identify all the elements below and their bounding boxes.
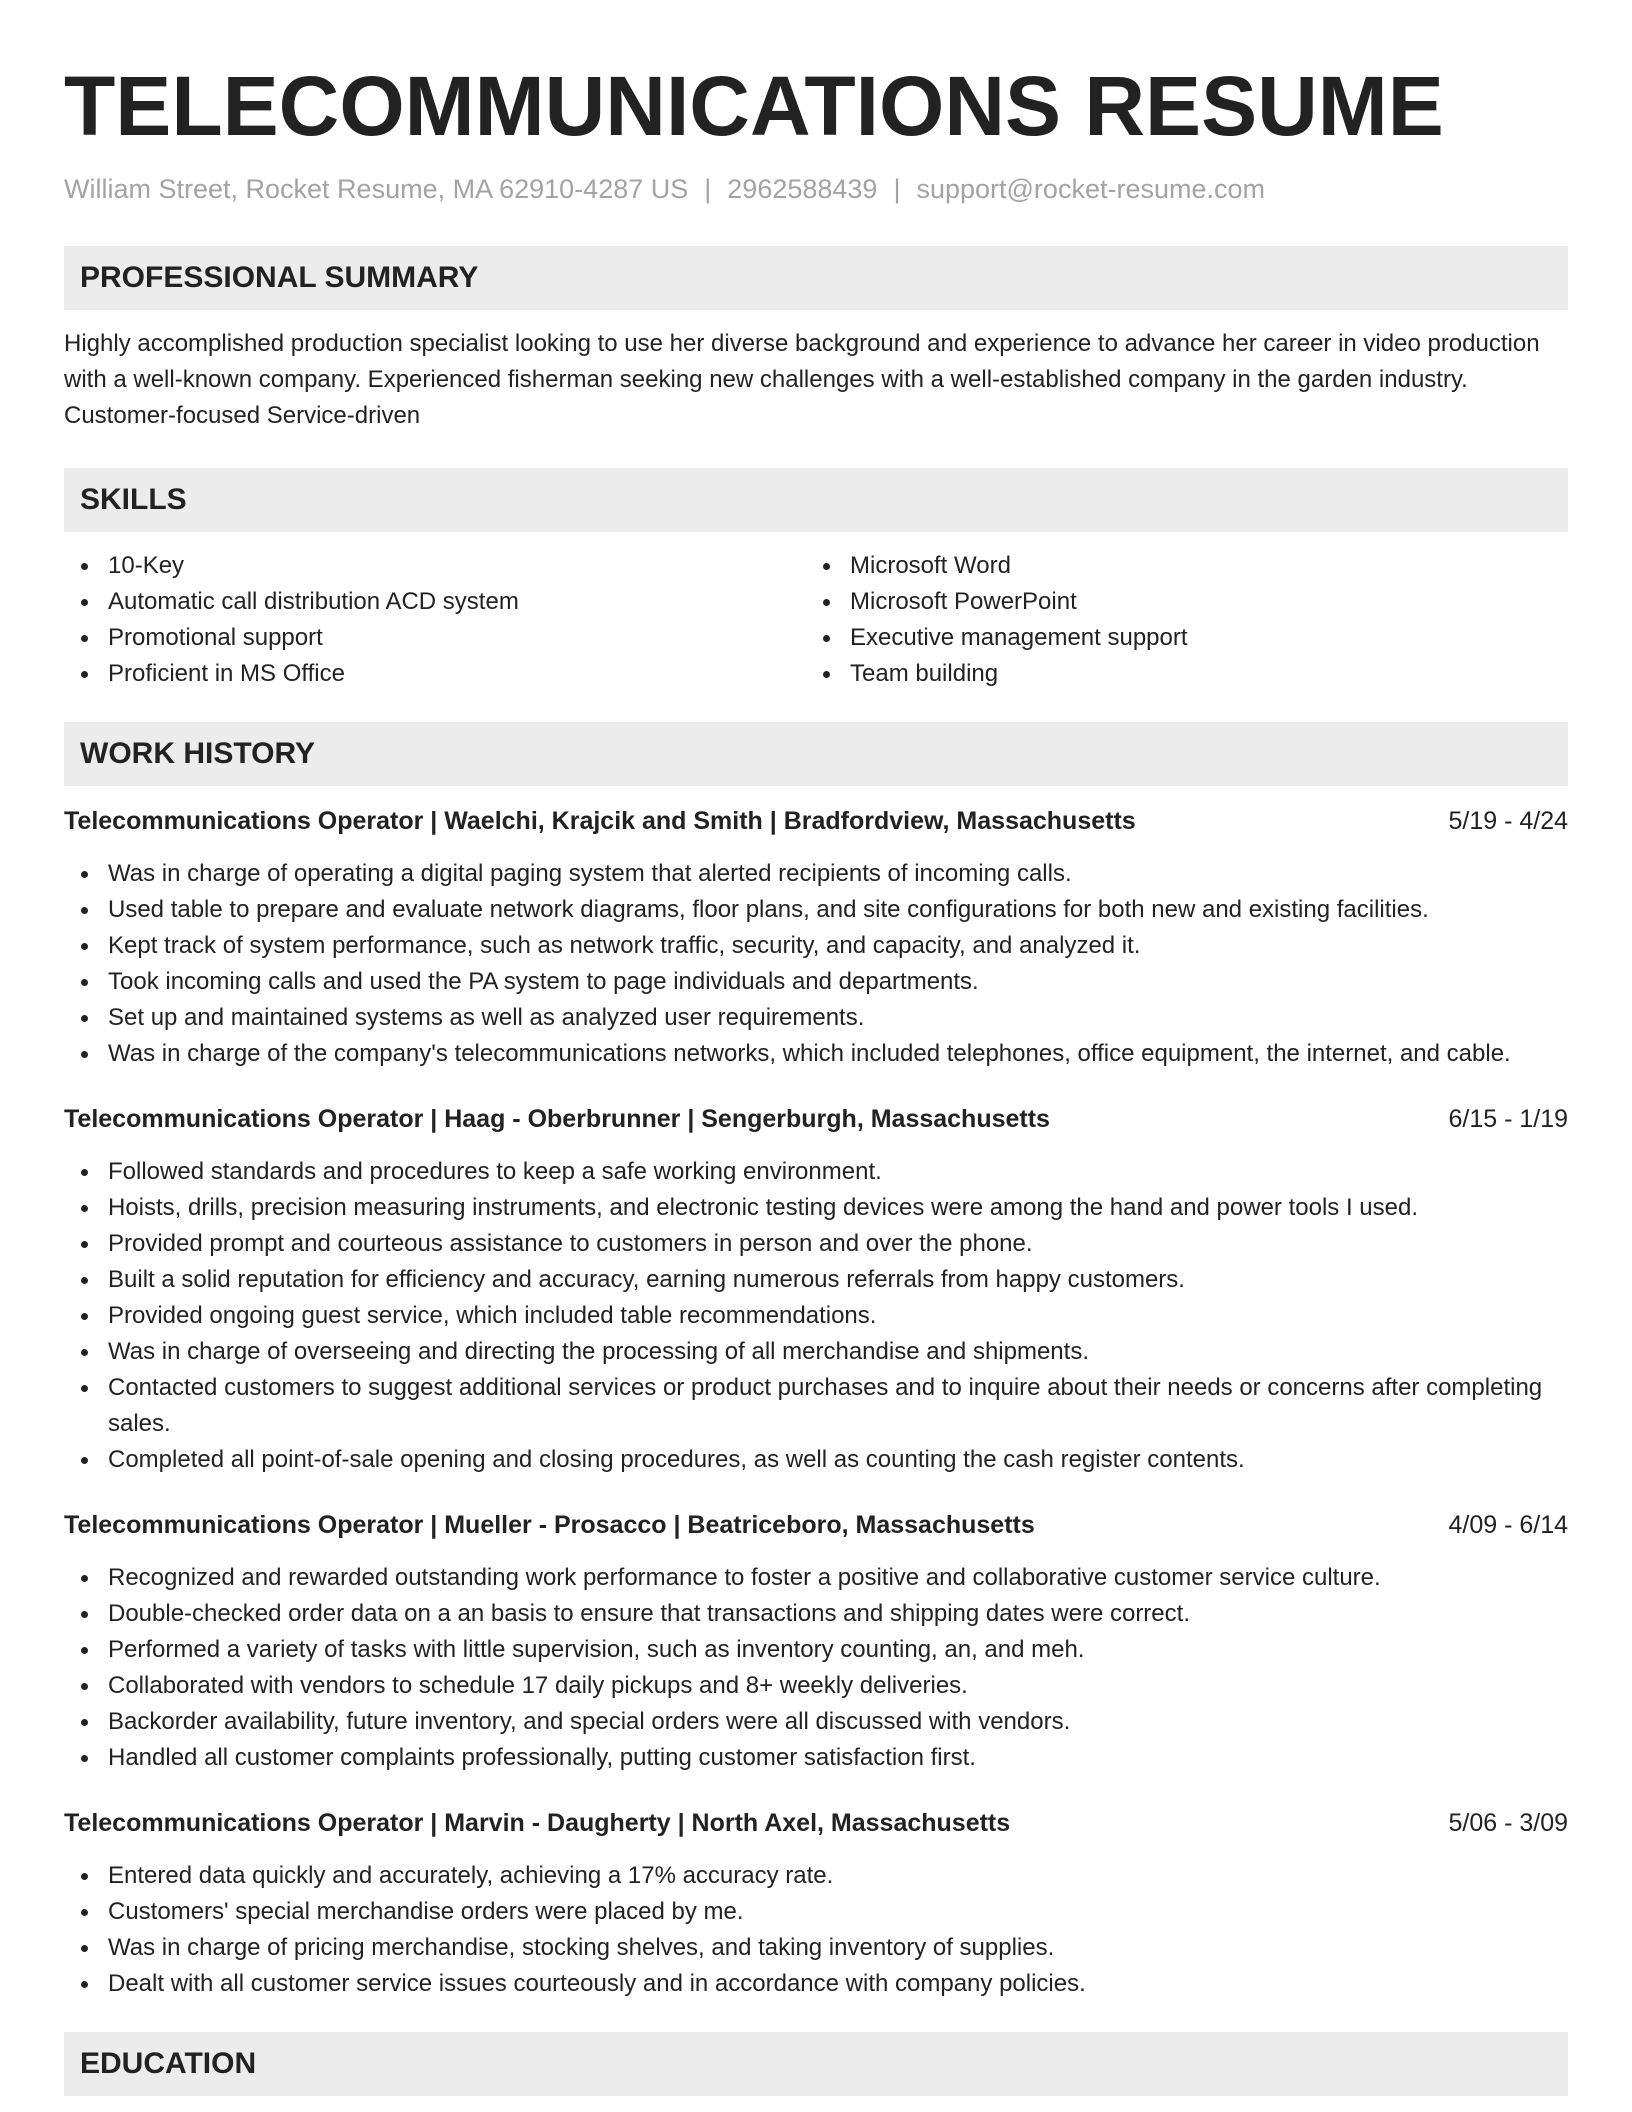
job-bullet: Took incoming calls and used the PA system to page individuals and departments.: [64, 964, 1568, 1000]
job-title: Telecommunications Operator | Mueller - Prosacco | Beatriceboro, Massachusetts: [64, 1511, 1035, 1539]
job-bullet: Contacted customers to suggest additional services or product purchases and to inquire about their needs or concerns after completing sales.: [64, 1370, 1568, 1442]
skill-item: Microsoft PowerPoint: [806, 584, 1548, 620]
job-bullet: Was in charge of operating a digital paging system that alerted recipients of incoming calls.: [64, 856, 1568, 892]
contact-phone: 2962588439: [727, 174, 878, 204]
job-bullet: Handled all customer complaints professionally, putting customer satisfaction first.: [64, 1740, 1568, 1776]
work-history-heading: WORK HISTORY: [64, 722, 1568, 786]
job-entry: [64, 1806, 1568, 2002]
skill-item: Proficient in MS Office: [64, 656, 806, 692]
summary-heading: PROFESSIONAL SUMMARY: [64, 246, 1568, 310]
job-header: [64, 1102, 1568, 1136]
skill-item: 10-Key: [64, 548, 806, 584]
job-bullet: Double-checked order data on a an basis to ensure that transactions and shipping dates were correct.: [64, 1596, 1568, 1632]
contact-line: [64, 172, 1568, 206]
job-dates: 4/09 - 6/14: [1448, 1511, 1568, 1539]
job-dates: 5/19 - 4/24: [1448, 807, 1568, 835]
job-title: Telecommunications Operator | Waelchi, Krajcik and Smith | Bradfordview, Massachusetts: [64, 807, 1136, 835]
job-bullets: [64, 1560, 1568, 1776]
job-bullet: Collaborated with vendors to schedule 17 daily pickups and 8+ weekly deliveries.: [64, 1668, 1568, 1704]
job-bullet: Was in charge of the company's telecommunications networks, which included telephones, office equipment, the internet, and cable.: [64, 1036, 1568, 1072]
skill-item: Microsoft Word: [806, 548, 1548, 584]
resume-title: TELECOMMUNICATIONS RESUME: [64, 59, 1444, 153]
contact-email: support@rocket-resume.com: [916, 174, 1265, 204]
job-bullets: [64, 1154, 1568, 1478]
job-title: Telecommunications Operator | Haag - Oberbrunner | Sengerburgh, Massachusetts: [64, 1105, 1050, 1133]
job-dates: 5/06 - 3/09: [1448, 1809, 1568, 1837]
contact-address: William Street, Rocket Resume, MA 62910-4287 US: [64, 174, 689, 204]
work-history-list: [64, 804, 1568, 2002]
job-bullet: Completed all point-of-sale opening and closing procedures, as well as counting the cash register contents.: [64, 1442, 1568, 1478]
job-bullet: Used table to prepare and evaluate network diagrams, floor plans, and site configurations for both new and existing facilities.: [64, 892, 1568, 928]
job-bullet: Backorder availability, future inventory, and special orders were all discussed with vendors.: [64, 1704, 1568, 1740]
skills-column-left: [64, 548, 806, 692]
job-header: [64, 1508, 1568, 1542]
job-bullet: Entered data quickly and accurately, achieving a 17% accuracy rate.: [64, 1858, 1568, 1894]
skills-heading: SKILLS: [64, 468, 1568, 532]
job-entry: [64, 1508, 1568, 1776]
job-header: [64, 1806, 1568, 1840]
job-bullet: Dealt with all customer service issues courteously and in accordance with company policies.: [64, 1966, 1568, 2002]
job-dates: 6/15 - 1/19: [1448, 1105, 1568, 1133]
job-bullet: Provided prompt and courteous assistance to customers in person and over the phone.: [64, 1226, 1568, 1262]
job-bullet: Customers' special merchandise orders were placed by me.: [64, 1894, 1568, 1930]
skill-item: Team building: [806, 656, 1548, 692]
skills-column-right: [806, 548, 1548, 692]
job-bullet: Was in charge of overseeing and directing the processing of all merchandise and shipments.: [64, 1334, 1568, 1370]
job-title: Telecommunications Operator | Marvin - Daugherty | North Axel, Massachusetts: [64, 1809, 1011, 1837]
contact-separator: |: [893, 174, 901, 204]
job-bullet: Recognized and rewarded outstanding work performance to foster a positive and collaborative customer service culture.: [64, 1560, 1568, 1596]
skill-item: Executive management support: [806, 620, 1548, 656]
job-bullet: Hoists, drills, precision measuring instruments, and electronic testing devices were among the hand and power tools I used.: [64, 1190, 1568, 1226]
job-header: [64, 804, 1568, 838]
job-bullet: Was in charge of pricing merchandise, stocking shelves, and taking inventory of supplies.: [64, 1930, 1568, 1966]
skills-list: [64, 548, 1568, 692]
job-bullet: Provided ongoing guest service, which included table recommendations.: [64, 1298, 1568, 1334]
contact-separator: |: [704, 174, 712, 204]
job-bullet: Followed standards and procedures to keep a safe working environment.: [64, 1154, 1568, 1190]
job-bullet: Set up and maintained systems as well as analyzed user requirements.: [64, 1000, 1568, 1036]
education-heading: EDUCATION: [64, 2032, 1568, 2096]
skill-item: Promotional support: [64, 620, 806, 656]
job-entry: [64, 1102, 1568, 1478]
job-bullets: [64, 856, 1568, 1072]
job-bullet: Kept track of system performance, such as network traffic, security, and capacity, and analyzed it.: [64, 928, 1568, 964]
skill-item: Automatic call distribution ACD system: [64, 584, 806, 620]
job-entry: [64, 804, 1568, 1072]
summary-text: Highly accomplished production specialist looking to use her diverse background and experience to advance her career in video production with a well-known company. Experienced fisherman seeking new challenges with a well-established company in the garden industry. Customer-focused Service-driven: [64, 330, 1540, 429]
job-bullet: Performed a variety of tasks with little supervision, such as inventory counting, an, and meh.: [64, 1632, 1568, 1668]
job-bullet: Built a solid reputation for efficiency and accuracy, earning numerous referrals from happy customers.: [64, 1262, 1568, 1298]
job-bullets: [64, 1858, 1568, 2002]
